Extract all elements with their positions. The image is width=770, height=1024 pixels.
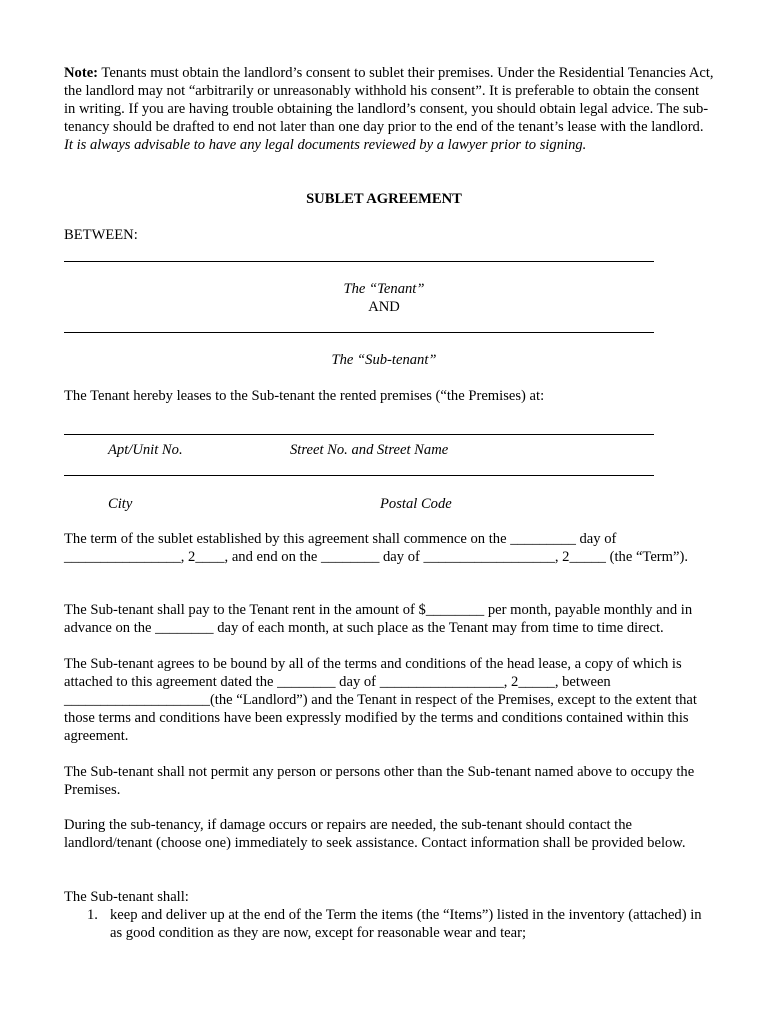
subtenant-name-line[interactable] [64,332,654,333]
street-name-label: Street No. and Street Name [290,442,449,458]
head-lease-paragraph: The Sub-tenant agrees to be bound by all of the terms and conditions of the head lease, a copy of which is attached to this agreement dated the ________ day of _________________, 2_____, between ____________________(the “Landlord”) and the Tenant in respect of the Premises, except to the extent that those terms and conditions have been expressly modified by the terms and conditions contained within this agreement. [64,656,697,744]
and-label: AND [368,299,400,315]
list-item-text: keep and deliver up at the end of the Term the items (the “Items”) listed in the inventory (attached) in as good condition as they are now, except for reasonable wear and tear; [110,907,702,941]
list-item [64,906,714,942]
tenant-label: The “Tenant” [343,281,425,297]
premises-intro: The Tenant hereby leases to the Sub-tenant the rented premises (“the Premises) at: [64,388,545,404]
obligations-intro: The Sub-tenant shall: [64,889,189,905]
city-label: City [108,496,133,512]
between-label: BETWEEN: [64,227,138,243]
address-line-2[interactable] [64,475,654,476]
note-paragraph [64,64,714,154]
occupancy-paragraph: The Sub-tenant shall not permit any person or persons other than the Sub-tenant named above to occupy the Premises. [64,764,695,798]
list-item-number: 1. [87,907,98,923]
obligations-list [64,906,714,942]
repairs-paragraph: During the sub-tenancy, if damage occurs or repairs are needed, the sub-tenant should contact the landlord/tenant (choose one) immediately to seek assistance. Contact information shall be provided below. [64,817,686,851]
postal-code-label: Postal Code [380,496,452,512]
tenant-name-line[interactable] [64,261,654,262]
rent-paragraph: The Sub-tenant shall pay to the Tenant rent in the amount of $________ per month, payable monthly and in advance on the ________ day of each month, at such place as the Tenant may from time to time direct. [64,602,693,636]
apt-unit-label: Apt/Unit No. [108,442,183,458]
note-italic-advice: It is always advisable to have any legal documents reviewed by a lawyer prior to signing. [64,137,587,153]
document-title: SUBLET AGREEMENT [306,191,462,207]
address-line-1[interactable] [64,434,654,435]
note-text: Tenants must obtain the landlord’s consent to sublet their premises. Under the Residential Tenancies Act, the landlord may not “arbitrarily or unreasonably withhold his consent”. It is preferable to obtain the consent in writing. If you are having trouble obtaining the landlord’s consent, you should obtain legal advice. The sub-tenancy should be drafted to end not later than one day prior to the end of the tenant’s lease with the landlord. [64,65,714,135]
subtenant-label: The “Sub-tenant” [331,352,437,368]
term-paragraph: The term of the sublet established by this agreement shall commence on the _________ day of ________________, 2____, and end on the ________ day of __________________, 2_____ (the “Term”). [64,531,688,565]
note-label: Note: [64,65,99,81]
